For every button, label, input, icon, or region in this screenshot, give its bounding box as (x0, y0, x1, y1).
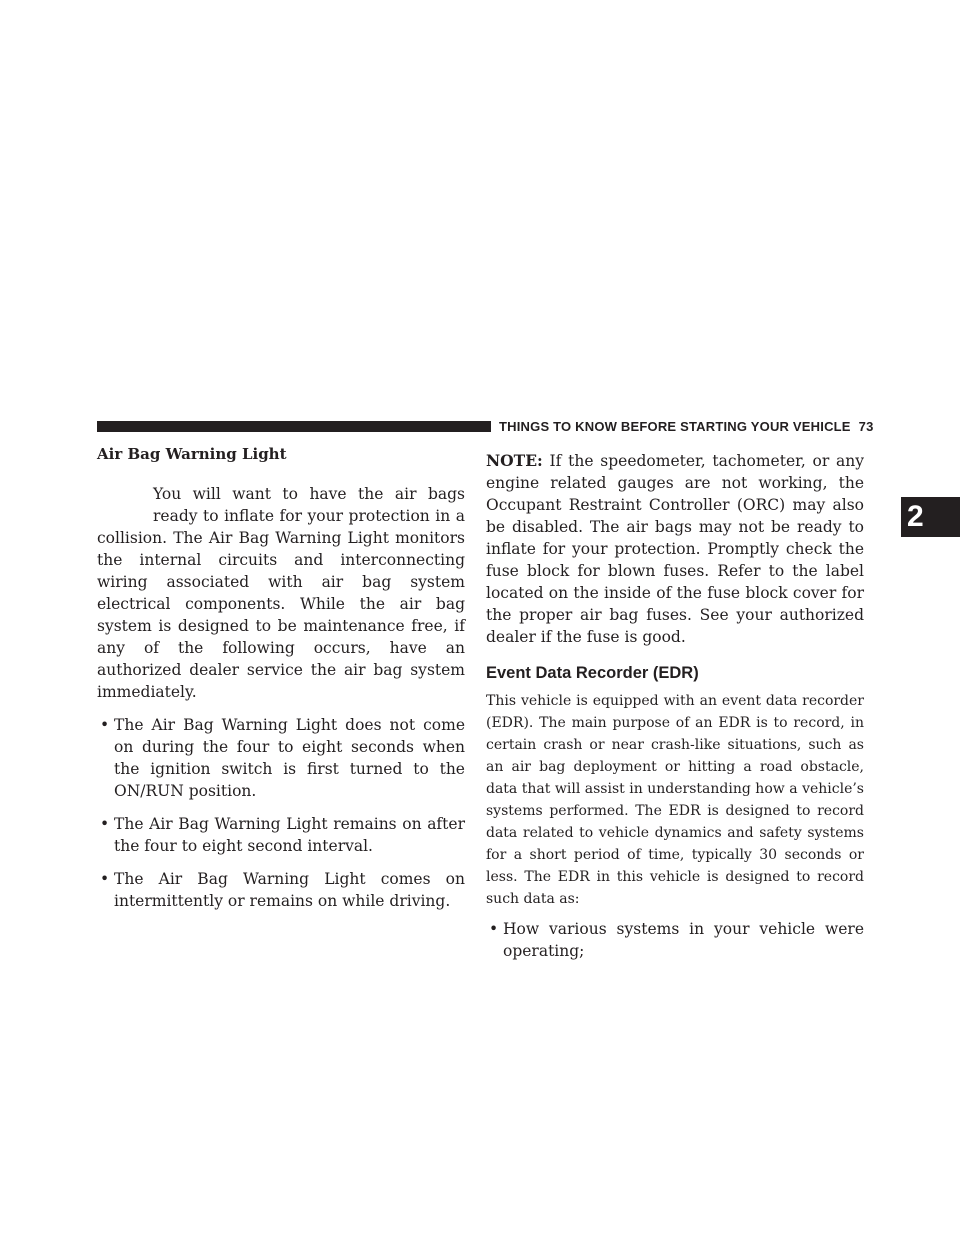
running-header (499, 419, 874, 434)
list-item: • How various systems in your vehicle were operating; (486, 918, 864, 962)
header-rule (97, 421, 491, 432)
air-bag-warning-icon-placeholder (97, 483, 153, 523)
list-item: • The Air Bag Warning Light remains on after the four to eight second interval. (97, 813, 465, 857)
right-column (486, 450, 864, 962)
note-text: If the speedometer, tachometer, or any engine related gauges are not working, the Occupant Restraint Controller (ORC) may also be disabled. The air bags may not be ready to inflate for your protection. Promptly check the fuse block for blown fuses. Refer to the label located on the inside of the fuse block cover for the proper air bag fuses. See your authorized dealer if the fuse is good. (486, 452, 864, 646)
left-column (97, 443, 465, 912)
air-bag-intro-paragraph (97, 483, 465, 703)
note-label: NOTE: (486, 451, 543, 470)
header-title: THINGS TO KNOW BEFORE STARTING YOUR VEHICLE (499, 419, 851, 434)
list-item: • The Air Bag Warning Light comes on intermittently or remains on while driving. (97, 868, 465, 912)
section-heading-edr: Event Data Recorder (EDR) (486, 664, 699, 682)
edr-paragraph: This vehicle is equipped with an event data recorder (EDR). The main purpose of an EDR is to record, in certain crash or near crash-like situations, such as an air bag deployment or hitting a road obstacle, data that will assist in understanding how a vehicle’s systems performed. The EDR is designed to record data related to vehicle dynamics and safety systems for a short period of time, typically 30 seconds or less. The EDR in this vehicle is designed to record such data as: (486, 693, 864, 907)
list-item: • The Air Bag Warning Light does not come on during the four to eight seconds when the ignition switch is first turned to the ON/RUN position. (97, 714, 465, 802)
air-bag-intro-text: You will want to have the air bags ready to inflate for your protection in a collision. The Air Bag Warning Light monitors the internal circuits and interconnecting wiring associated with air bag system electrical components. While the air bag system is designed to be maintenance free, if any of the following occurs, have an authorized dealer service the air bag system immediately. (97, 485, 465, 701)
chapter-tab: 2 (901, 497, 960, 537)
air-bag-condition-list (97, 714, 465, 912)
page-number: 73 (858, 419, 874, 434)
note-paragraph (486, 450, 864, 648)
section-heading-air-bag-warning-light: Air Bag Warning Light (97, 445, 287, 463)
edr-data-list (486, 918, 864, 962)
